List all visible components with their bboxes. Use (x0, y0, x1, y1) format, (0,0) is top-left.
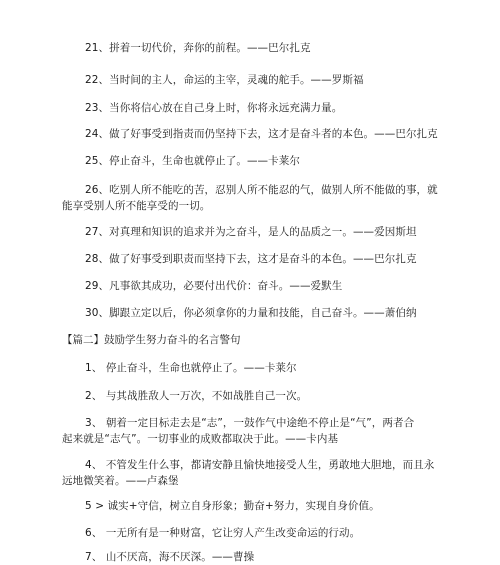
quote-7: 7、 山不厌高，海不厌深。——曹操 (85, 551, 255, 563)
quote-29: 29、凡事欲其成功，必要付出代价：奋斗。——爱默生 (85, 280, 343, 292)
quote-4-continuation: 远地微笑着。——卢森堡 (62, 475, 179, 487)
quote-22: 22、当时间的主人，命运的主宰，灵魂的舵手。——罗斯福 (85, 74, 364, 86)
quote-30: 30、脚跟立定以后，你必须拿你的力量和技能，自己奋斗。——萧伯纳 (85, 307, 417, 319)
quote-27: 27、对真理和知识的追求并为之奋斗，是人的品质之一。——爱因斯坦 (85, 226, 417, 238)
quote-4: 4、 不管发生什么事，都请安静且愉快地接受人生，勇敢地大胆地，而且永 (85, 459, 435, 471)
quote-6: 6、 一无所有是一种财富，它让穷人产生改变命运的行动。 (85, 527, 361, 539)
quote-3-continuation: 起来就是“志气”。一切事业的成败都取决于此。——卡内基 (62, 433, 339, 445)
quote-5: 5 > 诚实+守信，树立自身形象；勤奋+努力，实现自身价值。 (85, 500, 380, 512)
quote-23: 23、当你将信心放在自己身上时，你将永远充满力量。 (85, 102, 343, 114)
section-heading: 【篇二】鼓励学生努力奋斗的名言警句 (62, 334, 241, 346)
quote-1: 1、 停止奋斗，生命也就停止了。——卡莱尔 (85, 362, 297, 374)
quote-28: 28、做了好事受到职责而坚持下去，这才是奋斗的本色。——巴尔扎克 (85, 253, 417, 265)
quote-26: 26、吃别人所不能吃的苦，忍别人所不能忍的气，做别人所不能做的事，就 (85, 184, 438, 196)
quote-2: 2、 与其战胜敌人一万次，不如战胜自己一次。 (85, 390, 308, 402)
quote-24: 24、做了好事受到指责而仍坚持下去，这才是奋斗者的本色。——巴尔扎克 (85, 128, 438, 140)
quote-26-continuation: 能享受别人所不能享受的一切。 (62, 200, 211, 212)
quote-25: 25、停止奋斗，生命也就停止了。——卡莱尔 (85, 155, 300, 167)
quote-21: 21、拼着一切代价，奔你的前程。——巴尔扎克 (85, 42, 311, 54)
quote-3: 3、 朝着一定目标走去是“志”，一鼓作气中途绝不停止是“气”，两者合 (85, 417, 415, 429)
